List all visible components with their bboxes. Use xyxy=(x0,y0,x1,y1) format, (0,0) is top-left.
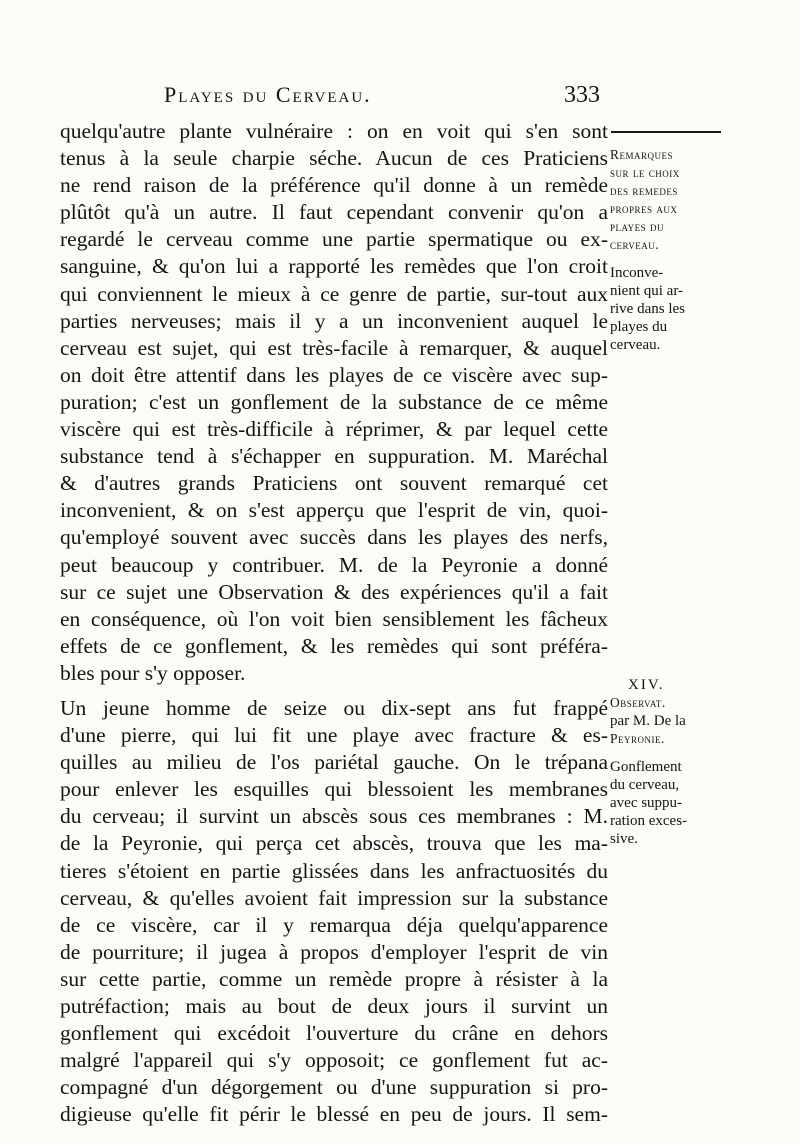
running-title: Playes du Cerveau. xyxy=(164,82,372,107)
text-line: en conséquence, où l'on voit bien sensiblement les fâcheux xyxy=(60,606,608,631)
text-line: quilles au milieu de l'os pariétal gauche. On le trépana xyxy=(60,750,608,775)
text-line: effets de ce gonflement, & les remèdes qui sont préféra- xyxy=(60,633,608,658)
margin-note-remarques xyxy=(610,146,730,254)
text-line: de la Peyronie, qui perça cet abscès, trouva que les ma- xyxy=(60,831,608,856)
text-line: pour enlever les esquilles qui blessoient les membranes xyxy=(60,777,608,802)
margin-note-line: avec suppu- xyxy=(610,795,683,811)
text-line: inconvenient, & on s'est apperçu que l'esprit de vin, quoi- xyxy=(60,498,608,523)
text-line: ne rend raison de la préférence qu'il donne à un remède xyxy=(60,173,608,198)
text-line: peut beaucoup y contribuer. M. de la Peyronie a donné xyxy=(60,552,608,577)
margin-note-line: Peyronie. xyxy=(610,731,665,746)
margin-note-line: nient qui ar- xyxy=(610,283,684,299)
margin-note-line: ration exces- xyxy=(610,813,688,829)
margin-note-line: playes du xyxy=(610,219,665,234)
text-line: viscère qui est très-difficile à réprimer, & par lequel cette xyxy=(60,417,608,442)
text-line: sur cette partie, comme un remède propre à résister à la xyxy=(60,966,608,991)
text-line: bles pour s'y opposer. xyxy=(60,660,246,685)
margin-note-line: sive. xyxy=(610,831,638,847)
page-number: 333 xyxy=(564,82,600,108)
text-line: regardé le cerveau comme une partie spermatique ou ex- xyxy=(60,227,608,252)
margin-note-gonflement xyxy=(610,758,730,848)
margin-note-line: playes du xyxy=(610,319,668,335)
text-line: gonflement qui excédoit l'ouverture du crâne en dehors xyxy=(60,1021,608,1046)
text-line: cerveau est sujet, qui est très-facile à remarquer, & auquel xyxy=(60,335,608,360)
text-line: du cerveau; il survint un abscès sous ces membranes : M. xyxy=(60,804,608,829)
text-line: digieuse qu'elle fit périr le blessé en peu de jours. Il sem- xyxy=(60,1102,608,1127)
text-line: cerveau, & qu'elles avoient fait impression sur la substance xyxy=(60,885,608,910)
text-line: de ce viscère, car il y remarqua déja quelqu'apparence xyxy=(60,912,608,937)
main-text xyxy=(60,118,608,1128)
text-line: substance tend à s'échapper en suppuration. M. Maréchal xyxy=(60,444,608,469)
text-line: qui conviennent le mieux à ce genre de partie, sur-tout aux xyxy=(60,281,608,306)
observation-number: XIV. xyxy=(628,677,665,693)
text-line: & d'autres grands Praticiens ont souvent remarqué cet xyxy=(60,471,608,496)
text-line: d'une pierre, qui lui fit une playe avec fracture & es- xyxy=(60,723,608,748)
margin-note-line: rive dans les xyxy=(610,301,685,317)
margin-note-observation xyxy=(610,676,730,748)
text-line: quelqu'autre plante vulnéraire : on en voit qui s'en sont xyxy=(60,119,608,143)
text-line: puration; c'est un gonflement de la substance de ce même xyxy=(60,389,608,414)
margin-note-line: Observat. xyxy=(610,695,666,710)
text-line: sanguine, & qu'on lui a rapporté les remèdes que l'on croit xyxy=(60,254,608,279)
margin-note-line: par M. De la xyxy=(610,713,686,729)
text-line: compagné d'un dégorgement ou d'une suppuration si pro- xyxy=(60,1075,608,1100)
text-line: sur ce sujet une Observation & des expériences qu'il a fait xyxy=(60,579,608,604)
margin-note-line: Remarques xyxy=(610,147,674,162)
margin-note-line: des remedes xyxy=(610,183,678,198)
text-line: de pourriture; il jugea à propos d'employer l'esprit de vin xyxy=(60,939,608,964)
page-header xyxy=(60,82,608,116)
margin-note-line: du cerveau, xyxy=(610,777,680,793)
margin-note-line: cerveau. xyxy=(610,337,661,353)
text-line: on doit être attentif dans les playes de ce viscère avec sup- xyxy=(60,362,608,387)
margin-note-line: Inconve- xyxy=(610,265,664,281)
text-line: parties nerveuses; mais il y a un inconvenient auquel le xyxy=(60,308,608,333)
text-line: malgré l'appareil qui s'y opposoit; ce gonflement fut ac- xyxy=(60,1048,608,1073)
text-line: tieres s'étoient en partie glissées dans les anfractuosités du xyxy=(60,858,608,883)
margin-rule xyxy=(611,131,721,133)
margin-note-line: sur le choix xyxy=(610,165,680,180)
margin-note-line: Gonflement xyxy=(610,759,682,775)
margin-note-line: propres aux xyxy=(610,201,678,216)
margin-note-inconvenient xyxy=(610,264,730,354)
text-line: qu'employé souvent avec succès dans les playes des nerfs, xyxy=(60,525,608,550)
text-line: plûtôt qu'à un autre. Il faut cependant convenir qu'on a xyxy=(60,200,608,225)
text-line: Un jeune homme de seize ou dix-sept ans fut frappé xyxy=(60,695,608,720)
text-line: putréfaction; mais au bout de deux jours il survint un xyxy=(60,994,608,1018)
text-line: tenus à la seule charpie séche. Aucun de ces Praticiens xyxy=(60,146,608,171)
margin-note-line: cerveau. xyxy=(610,237,660,252)
